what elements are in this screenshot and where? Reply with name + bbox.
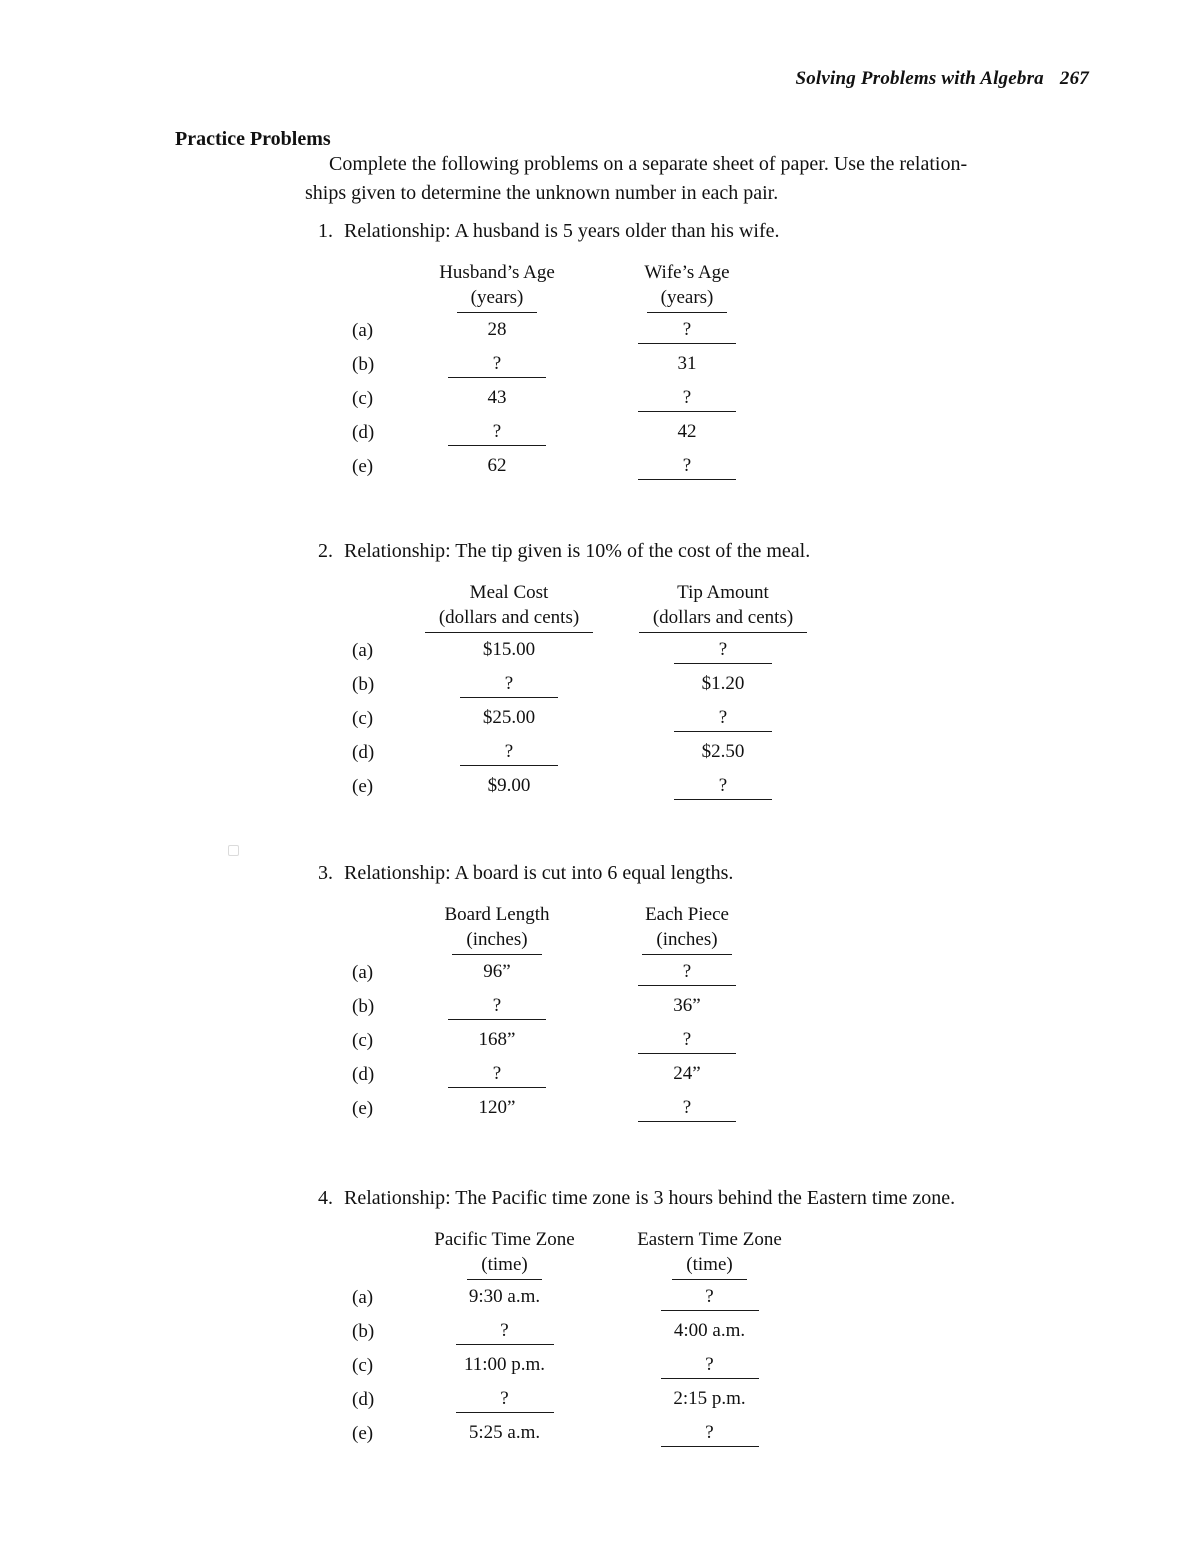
cell-left — [402, 702, 616, 736]
row-label: (a) — [352, 1287, 374, 1308]
table-row — [340, 1349, 812, 1383]
answer-blank[interactable]: 9:30 a.m. — [468, 1286, 541, 1307]
cell-right — [616, 770, 830, 804]
cell-right — [616, 736, 830, 770]
problem-3-col1-header — [402, 902, 592, 956]
cell-right — [592, 990, 782, 1024]
cell-right — [616, 634, 830, 668]
answer-blank[interactable]: $1.20 — [701, 673, 745, 694]
cell-right — [607, 1349, 812, 1383]
answer-blank[interactable]: $15.00 — [482, 639, 536, 660]
row-label: (e) — [352, 776, 374, 797]
row-label: (b) — [352, 674, 375, 695]
cell-left — [402, 314, 592, 348]
problem-4-col1-title: Pacific Time Zone — [434, 1229, 575, 1250]
cell-left — [402, 1058, 592, 1092]
cell-right — [592, 1058, 782, 1092]
table-row — [340, 382, 782, 416]
answer-blank[interactable]: 120” — [478, 1097, 516, 1118]
cell-left — [402, 1383, 607, 1417]
cell-right — [607, 1417, 812, 1451]
cell-left — [402, 956, 592, 990]
cell-left — [402, 382, 592, 416]
answer-blank[interactable]: 42 — [677, 421, 697, 442]
row-label: (b) — [352, 1321, 375, 1342]
running-head — [795, 68, 1089, 90]
row-label: (d) — [352, 422, 375, 443]
answer-blank[interactable]: ? — [661, 1354, 759, 1379]
answer-blank[interactable]: 43 — [487, 387, 507, 408]
row-label: (b) — [352, 354, 375, 375]
answer-blank[interactable]: ? — [661, 1422, 759, 1447]
cell-left — [402, 770, 616, 804]
cell-left — [402, 1417, 607, 1451]
problem-2-statement — [318, 538, 1078, 564]
problem-3-col1-title: Board Length — [444, 904, 550, 925]
cell-right — [592, 416, 782, 450]
answer-blank[interactable]: ? — [448, 1063, 546, 1088]
problem-1-col2-header — [592, 260, 782, 314]
row-label: (c) — [352, 708, 374, 729]
answer-blank[interactable]: $9.00 — [487, 775, 531, 796]
header-spacer — [340, 260, 402, 314]
answer-blank[interactable]: 96” — [483, 961, 511, 982]
problem-4-col2-title: Eastern Time Zone — [637, 1229, 782, 1250]
row-label: (d) — [352, 1389, 375, 1410]
problem-1-col2-title: Wife’s Age — [644, 262, 730, 283]
cell-right — [607, 1383, 812, 1417]
cell-right — [592, 450, 782, 484]
cell-right — [592, 382, 782, 416]
answer-blank[interactable]: 36” — [673, 995, 701, 1016]
running-head-title: Solving Problems with Algebra — [795, 68, 1044, 89]
problem-1-statement — [318, 218, 1078, 244]
intro-line-2: ships given to determine the unknown number in each pair. — [305, 182, 779, 204]
cell-left — [402, 1349, 607, 1383]
answer-blank[interactable]: ? — [674, 707, 772, 732]
answer-blank[interactable]: ? — [448, 421, 546, 446]
problem-1-col1-header — [402, 260, 592, 314]
section-heading: Practice Problems — [175, 128, 331, 150]
cell-right — [616, 668, 830, 702]
problem-3-table — [340, 902, 782, 1126]
problem-1-number: 1. — [318, 220, 333, 242]
table-row — [340, 956, 782, 990]
answer-blank[interactable]: ? — [638, 1029, 736, 1054]
cell-right — [592, 314, 782, 348]
stray-page-mark — [228, 845, 239, 856]
cell-right — [616, 702, 830, 736]
answer-blank[interactable]: ? — [448, 995, 546, 1020]
problem-3 — [318, 860, 1078, 1126]
table-row — [340, 450, 782, 484]
table-row — [340, 1383, 812, 1417]
table-header-row — [340, 260, 782, 314]
problem-4-col2-header — [607, 1227, 812, 1281]
table-row — [340, 1058, 782, 1092]
problem-3-text: Relationship: A board is cut into 6 equal lengths. — [344, 862, 734, 884]
answer-blank[interactable]: ? — [456, 1320, 554, 1345]
page-number: 267 — [1059, 68, 1089, 89]
intro-paragraph — [305, 150, 1025, 208]
answer-blank[interactable]: ? — [674, 775, 772, 800]
answer-blank[interactable]: ? — [638, 961, 736, 986]
table-row — [340, 668, 830, 702]
cell-left — [402, 416, 592, 450]
answer-blank[interactable]: 28 — [487, 319, 507, 340]
cell-right — [592, 956, 782, 990]
table-row — [340, 1417, 812, 1451]
problem-4 — [318, 1185, 1078, 1451]
cell-left — [402, 1281, 607, 1315]
problem-2-col1-unit: (dollars and cents) — [425, 605, 593, 633]
problem-4-text: Relationship: The Pacific time zone is 3 hours behind the Eastern time zone. — [344, 1187, 956, 1209]
answer-blank[interactable]: ? — [460, 741, 558, 766]
row-label: (c) — [352, 388, 374, 409]
row-label: (c) — [352, 1030, 374, 1051]
problem-1 — [318, 218, 1078, 484]
cell-left — [402, 450, 592, 484]
cell-right — [592, 1024, 782, 1058]
problem-2-col1-title: Meal Cost — [469, 582, 549, 603]
problem-3-statement — [318, 860, 1078, 886]
problem-1-table — [340, 260, 782, 484]
problem-2-col1-header — [402, 580, 616, 634]
answer-blank[interactable]: 62 — [487, 455, 507, 476]
table-header-row — [340, 1227, 812, 1281]
table-row — [340, 736, 830, 770]
problem-1-col1-unit: (years) — [457, 285, 538, 313]
row-label: (c) — [352, 1355, 374, 1376]
answer-blank[interactable]: 11:00 p.m. — [463, 1354, 546, 1375]
table-row — [340, 416, 782, 450]
table-header-row — [340, 902, 782, 956]
problem-1-col2-unit: (years) — [647, 285, 728, 313]
problem-3-col1-unit: (inches) — [452, 927, 541, 955]
problem-3-col2-unit: (inches) — [642, 927, 731, 955]
problem-3-col2-header — [592, 902, 782, 956]
row-label: (b) — [352, 996, 375, 1017]
cell-left — [402, 1024, 592, 1058]
problem-4-col1-header — [402, 1227, 607, 1281]
header-spacer — [340, 902, 402, 956]
answer-blank[interactable]: 31 — [677, 353, 697, 374]
problem-2-number: 2. — [318, 540, 333, 562]
problem-2-table — [340, 580, 830, 804]
problem-1-col1-title: Husband’s Age — [439, 262, 555, 283]
answer-blank[interactable]: ? — [661, 1286, 759, 1311]
row-label: (a) — [352, 962, 374, 983]
table-row — [340, 1024, 782, 1058]
problem-4-table — [340, 1227, 812, 1451]
problem-2 — [318, 538, 1078, 804]
row-label: (a) — [352, 640, 374, 661]
cell-left — [402, 736, 616, 770]
row-label: (d) — [352, 1064, 375, 1085]
problem-4-statement — [318, 1185, 1078, 1211]
answer-blank[interactable]: 2:15 p.m. — [673, 1388, 746, 1409]
cell-left — [402, 1092, 592, 1126]
table-row — [340, 348, 782, 382]
problem-3-col2-title: Each Piece — [645, 904, 729, 925]
row-label: (e) — [352, 456, 374, 477]
cell-left — [402, 668, 616, 702]
row-label: (d) — [352, 742, 375, 763]
answer-blank[interactable]: ? — [448, 353, 546, 378]
cell-right — [592, 348, 782, 382]
row-label: (e) — [352, 1098, 374, 1119]
answer-blank[interactable]: 5:25 a.m. — [468, 1422, 541, 1443]
answer-blank[interactable]: $25.00 — [482, 707, 536, 728]
table-row — [340, 702, 830, 736]
header-spacer — [340, 1227, 402, 1281]
table-row — [340, 314, 782, 348]
cell-right — [592, 1092, 782, 1126]
cell-right — [607, 1315, 812, 1349]
problem-2-col2-header — [616, 580, 830, 634]
answer-blank[interactable]: ? — [638, 319, 736, 344]
answer-blank[interactable]: ? — [460, 673, 558, 698]
problem-4-number: 4. — [318, 1187, 333, 1209]
problem-1-text: Relationship: A husband is 5 years older than his wife. — [344, 220, 780, 242]
problem-3-number: 3. — [318, 862, 333, 884]
header-spacer — [340, 580, 402, 634]
answer-blank[interactable]: ? — [674, 639, 772, 664]
problem-2-col2-title: Tip Amount — [677, 582, 769, 603]
row-label: (a) — [352, 320, 374, 341]
table-row — [340, 770, 830, 804]
table-header-row — [340, 580, 830, 634]
problem-4-col1-unit: (time) — [467, 1252, 541, 1280]
answer-blank[interactable]: ? — [456, 1388, 554, 1413]
problem-2-col2-unit: (dollars and cents) — [639, 605, 807, 633]
answer-blank[interactable]: ? — [638, 387, 736, 412]
table-row — [340, 1281, 812, 1315]
cell-left — [402, 348, 592, 382]
cell-left — [402, 1315, 607, 1349]
cell-right — [607, 1281, 812, 1315]
cell-left — [402, 990, 592, 1024]
table-row — [340, 1315, 812, 1349]
answer-blank[interactable]: 4:00 a.m. — [673, 1320, 746, 1341]
answer-blank[interactable]: ? — [638, 1097, 736, 1122]
answer-blank[interactable]: 168” — [478, 1029, 516, 1050]
intro-line-1: Complete the following problems on a separate sheet of paper. Use the relation- — [329, 153, 968, 175]
cell-left — [402, 634, 616, 668]
problem-2-text: Relationship: The tip given is 10% of the cost of the meal. — [344, 540, 811, 562]
answer-blank[interactable]: $2.50 — [701, 741, 745, 762]
table-row — [340, 634, 830, 668]
answer-blank[interactable]: ? — [638, 455, 736, 480]
row-label: (e) — [352, 1423, 374, 1444]
table-row — [340, 1092, 782, 1126]
problem-4-col2-unit: (time) — [672, 1252, 746, 1280]
answer-blank[interactable]: 24” — [673, 1063, 701, 1084]
table-row — [340, 990, 782, 1024]
